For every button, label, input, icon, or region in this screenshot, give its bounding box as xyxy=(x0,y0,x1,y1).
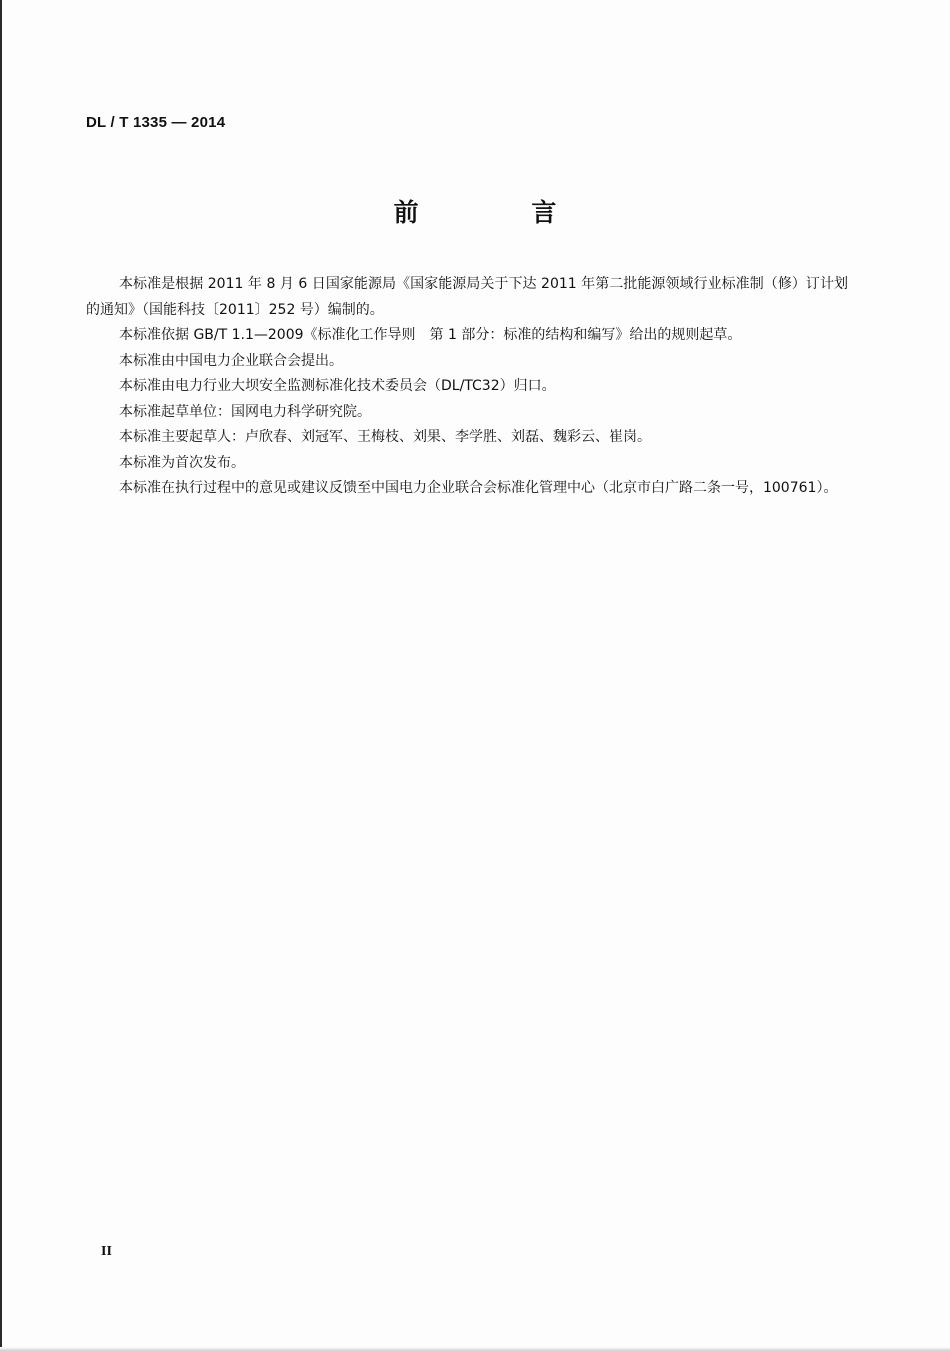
standard-code: DL / T 1335 — 2014 xyxy=(86,114,226,131)
paragraph-drafters: 本标准主要起草人：卢欣春、刘冠军、王梅枝、刘果、李学胜、刘磊、魏彩云、崔岗。 xyxy=(119,429,651,445)
paragraph-first-release: 本标准为首次发布。 xyxy=(119,454,245,471)
foreword-body xyxy=(86,272,848,502)
paragraph-drafting-rules: 本标准依据 GB/T 1.1—2009《标准化工作导则 第 1 部分：标准的结构和编写》给出的规则起草。 xyxy=(119,327,742,343)
paragraph-proposer: 本标准由中国电力企业联合会提出。 xyxy=(119,352,343,369)
paragraph-drafting-unit: 本标准起草单位：国网电力科学研究院。 xyxy=(119,403,371,420)
paragraph-administration: 本标准由电力行业大坝安全监测标准化技术委员会（DL/TC32）归口。 xyxy=(119,378,556,394)
page-number: II xyxy=(101,1244,112,1259)
page-title: 前 言 xyxy=(393,198,609,227)
scan-bottom-edge xyxy=(0,1347,950,1351)
paragraph-feedback: 本标准在执行过程中的意见或建议反馈至中国电力企业联合会标准化管理中心（北京市白广路二条一号，100761）。 xyxy=(119,480,838,496)
paragraph-basis: 本标准是根据 2011 年 8 月 6 日国家能源局《国家能源局关于下达 2011 年第二批能源领域行业标准制（修）订计划的通知》（国能科技〔2011〕252 号）编制的。 xyxy=(86,276,848,318)
